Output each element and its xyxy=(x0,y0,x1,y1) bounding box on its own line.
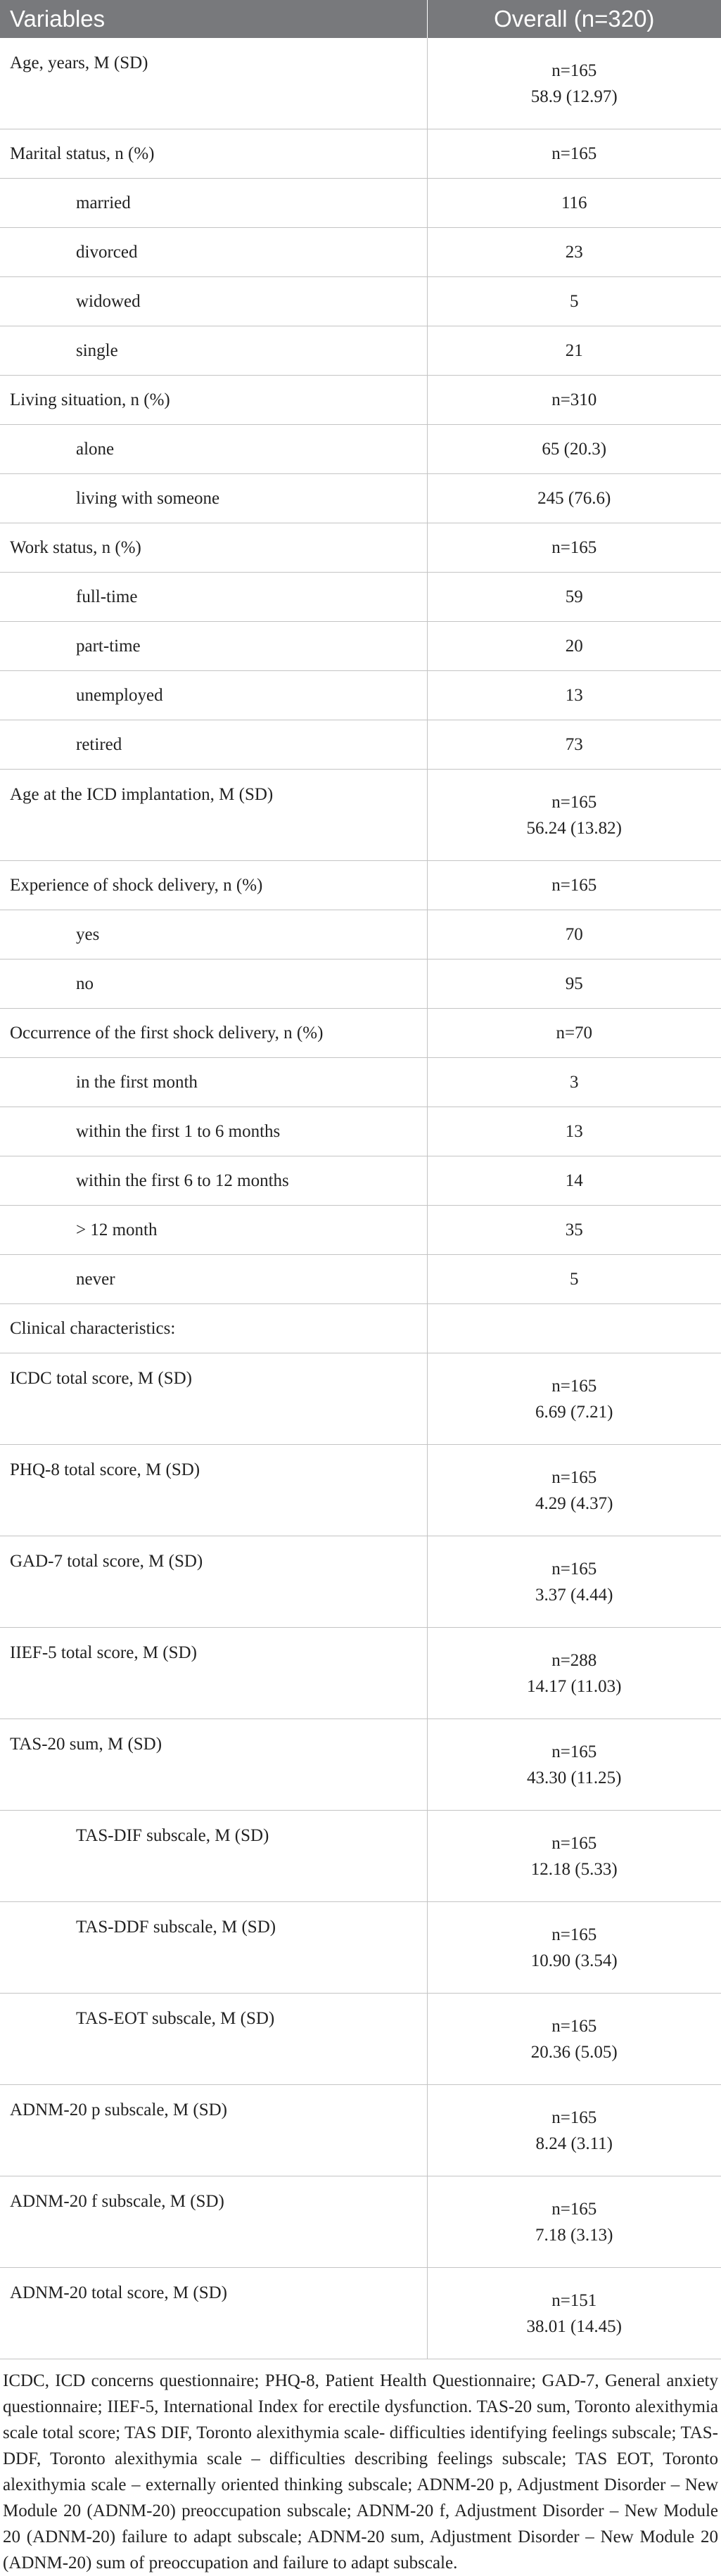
table-row xyxy=(0,2176,721,2268)
row-label: part-time xyxy=(0,622,427,671)
table-row xyxy=(0,1994,721,2085)
row-label: Experience of shock delivery, n (%) xyxy=(0,861,427,910)
row-label: Marital status, n (%) xyxy=(0,129,427,179)
value-stat: 4.29 (4.37) xyxy=(535,1493,613,1513)
row-value xyxy=(427,861,721,910)
value-stat: 14.17 (11.03) xyxy=(527,1676,622,1696)
value-count: n=165 xyxy=(551,60,597,80)
value-stat: 7.18 (3.13) xyxy=(535,2225,613,2245)
value-count: 13 xyxy=(565,686,583,705)
table-row xyxy=(0,129,721,179)
row-label: > 12 month xyxy=(0,1206,427,1255)
value-count: n=165 xyxy=(551,1467,597,1487)
value-count: 116 xyxy=(561,193,587,212)
value-count: n=165 xyxy=(551,144,597,163)
row-value xyxy=(427,1255,721,1304)
value-stat: 20.36 (5.05) xyxy=(530,2042,618,2062)
row-value xyxy=(427,1536,721,1628)
row-label: divorced xyxy=(0,228,427,277)
row-label: within the first 6 to 12 months xyxy=(0,1156,427,1206)
row-label: GAD-7 total score, M (SD) xyxy=(0,1536,427,1628)
row-label: ADNM-20 total score, M (SD) xyxy=(0,2268,427,2359)
value-count: 5 xyxy=(570,1270,579,1289)
row-value xyxy=(427,622,721,671)
value-count: n=165 xyxy=(551,1742,597,1761)
row-label: Living situation, n (%) xyxy=(0,376,427,425)
table-body xyxy=(0,38,721,2359)
value-stat: 58.9 (12.97) xyxy=(530,87,618,106)
value-count: n=165 xyxy=(551,2108,597,2127)
row-label: within the first 1 to 6 months xyxy=(0,1107,427,1156)
table-row xyxy=(0,326,721,376)
row-value xyxy=(427,2268,721,2359)
table-row xyxy=(0,1206,721,1255)
table-row xyxy=(0,1304,721,1353)
row-value xyxy=(427,228,721,277)
row-label: full-time xyxy=(0,573,427,622)
value-stat: 3.37 (4.44) xyxy=(535,1585,613,1605)
row-value xyxy=(427,1811,721,1902)
table-row xyxy=(0,1156,721,1206)
value-count: n=165 xyxy=(551,2199,597,2219)
value-count: n=165 xyxy=(551,1833,597,1853)
table-row xyxy=(0,573,721,622)
row-value xyxy=(427,376,721,425)
table-footnote: ICDC, ICD concerns questionnaire; PHQ-8, Patient Health Questionnaire; GAD-7, General anxiety questionnaire; IIEF-5, International Index for erectile dysfunction. TAS-20 sum, Toronto alexithymia scale total score; TAS DIF, Toronto alexithymia scale- difficulties identifying feelings subscale; TAS-DDF, Toronto alexithymia scale – difficulties describing feelings subscale; TAS EOT, Toronto alexithymia scale – externally oriented thinking subscale; ADNM-20 p, Adjustment Disorder – New Module 20 (ADNM-20) preoccupation subscale; ADNM-20 f, Adjustment Disorder – New Module 20 (ADNM-20) failure to adapt subscale; ADNM-20 sum, Adjustment Disorder – New Module 20 (ADNM-20) sum of preoccupation and failure to adapt subscale. xyxy=(3,2371,718,2572)
row-value xyxy=(427,2085,721,2176)
table-row xyxy=(0,38,721,129)
row-value xyxy=(427,1902,721,1994)
value-count: n=288 xyxy=(551,1650,597,1670)
row-value xyxy=(427,1058,721,1107)
table-row xyxy=(0,910,721,959)
row-value xyxy=(427,1206,721,1255)
table-row xyxy=(0,1628,721,1719)
value-count: 95 xyxy=(565,974,583,993)
row-label: Age, years, M (SD) xyxy=(0,38,427,129)
row-label: ICDC total score, M (SD) xyxy=(0,1353,427,1445)
row-value xyxy=(427,770,721,861)
row-value xyxy=(427,1107,721,1156)
value-count: 3 xyxy=(570,1073,579,1092)
table-row xyxy=(0,1811,721,1902)
row-value xyxy=(427,277,721,326)
row-label: PHQ-8 total score, M (SD) xyxy=(0,1445,427,1536)
value-stat: 8.24 (3.11) xyxy=(535,2134,613,2153)
value-count: n=165 xyxy=(551,1376,597,1396)
table-row xyxy=(0,425,721,474)
row-value xyxy=(427,1156,721,1206)
row-label: TAS-DDF subscale, M (SD) xyxy=(0,1902,427,1994)
table-row xyxy=(0,1719,721,1811)
row-value xyxy=(427,523,721,573)
table-row xyxy=(0,474,721,523)
row-value xyxy=(427,2176,721,2268)
row-label: ADNM-20 p subscale, M (SD) xyxy=(0,2085,427,2176)
table-row xyxy=(0,1353,721,1445)
row-value xyxy=(427,720,721,770)
table-row xyxy=(0,179,721,228)
header-variables: Variables xyxy=(0,0,427,38)
row-label: TAS-EOT subscale, M (SD) xyxy=(0,1994,427,2085)
value-count: n=165 xyxy=(551,876,597,895)
value-count: 5 xyxy=(570,292,579,311)
row-value xyxy=(427,474,721,523)
table-row xyxy=(0,770,721,861)
row-value xyxy=(427,910,721,959)
row-label: Work status, n (%) xyxy=(0,523,427,573)
row-label: living with someone xyxy=(0,474,427,523)
value-stat: 10.90 (3.54) xyxy=(530,1951,618,1970)
value-count: 73 xyxy=(565,735,583,754)
value-count: n=310 xyxy=(551,390,597,409)
table-row xyxy=(0,2268,721,2359)
value-count: 59 xyxy=(565,587,583,606)
row-label: TAS-DIF subscale, M (SD) xyxy=(0,1811,427,1902)
table-row xyxy=(0,1255,721,1304)
row-label: no xyxy=(0,959,427,1009)
value-stat: 43.30 (11.25) xyxy=(527,1768,622,1787)
value-count: n=165 xyxy=(551,2016,597,2036)
value-count: 23 xyxy=(565,243,583,262)
row-label: Clinical characteristics: xyxy=(0,1304,427,1353)
table-row xyxy=(0,228,721,277)
table-row xyxy=(0,671,721,720)
row-value xyxy=(427,1628,721,1719)
table-row xyxy=(0,1902,721,1994)
table-row xyxy=(0,1058,721,1107)
row-value xyxy=(427,129,721,179)
row-value xyxy=(427,1304,721,1353)
table-row xyxy=(0,523,721,573)
value-stat: 56.24 (13.82) xyxy=(526,818,622,838)
row-label: married xyxy=(0,179,427,228)
table-row xyxy=(0,1107,721,1156)
row-value xyxy=(427,179,721,228)
value-count: 65 (20.3) xyxy=(542,440,607,459)
row-label: single xyxy=(0,326,427,376)
table-row xyxy=(0,277,721,326)
value-stat: 12.18 (5.33) xyxy=(530,1859,618,1879)
row-value xyxy=(427,573,721,622)
value-count: n=70 xyxy=(556,1024,593,1042)
row-label: widowed xyxy=(0,277,427,326)
row-value xyxy=(427,38,721,129)
table-row xyxy=(0,622,721,671)
value-count: 13 xyxy=(565,1122,583,1141)
value-stat: 6.69 (7.21) xyxy=(535,1402,613,1422)
table-row xyxy=(0,1536,721,1628)
row-label: Age at the ICD implantation, M (SD) xyxy=(0,770,427,861)
row-value xyxy=(427,1445,721,1536)
row-value xyxy=(427,425,721,474)
row-value xyxy=(427,959,721,1009)
row-label: yes xyxy=(0,910,427,959)
table-row xyxy=(0,1445,721,1536)
row-value xyxy=(427,1994,721,2085)
value-count: 70 xyxy=(565,925,583,944)
row-label: Occurrence of the first shock delivery, n (%) xyxy=(0,1009,427,1058)
table-row xyxy=(0,861,721,910)
value-count: n=165 xyxy=(551,1559,597,1579)
value-count: 21 xyxy=(565,341,583,360)
row-value xyxy=(427,1009,721,1058)
row-value xyxy=(427,1719,721,1811)
row-label: unemployed xyxy=(0,671,427,720)
row-label: never xyxy=(0,1255,427,1304)
table-row xyxy=(0,959,721,1009)
row-value xyxy=(427,1353,721,1445)
value-count: n=165 xyxy=(551,1925,597,1944)
row-label: alone xyxy=(0,425,427,474)
row-value xyxy=(427,326,721,376)
table-row xyxy=(0,720,721,770)
row-label: TAS-20 sum, M (SD) xyxy=(0,1719,427,1811)
value-count: n=165 xyxy=(551,538,597,557)
table-row xyxy=(0,2085,721,2176)
value-count: n=165 xyxy=(551,792,597,812)
row-label: in the first month xyxy=(0,1058,427,1107)
row-label: ADNM-20 f subscale, M (SD) xyxy=(0,2176,427,2268)
value-count: 20 xyxy=(565,637,583,656)
header-overall: Overall (n=320) xyxy=(427,0,721,38)
row-label: retired xyxy=(0,720,427,770)
value-stat: 38.01 (14.45) xyxy=(526,2316,622,2336)
value-count: 35 xyxy=(565,1220,583,1239)
table-row xyxy=(0,376,721,425)
row-label: IIEF-5 total score, M (SD) xyxy=(0,1628,427,1719)
value-count: 14 xyxy=(565,1171,583,1190)
table-header-row xyxy=(0,0,721,38)
table-row xyxy=(0,1009,721,1058)
value-count: 245 (76.6) xyxy=(537,489,611,508)
row-value xyxy=(427,671,721,720)
value-count: n=151 xyxy=(551,2290,597,2310)
